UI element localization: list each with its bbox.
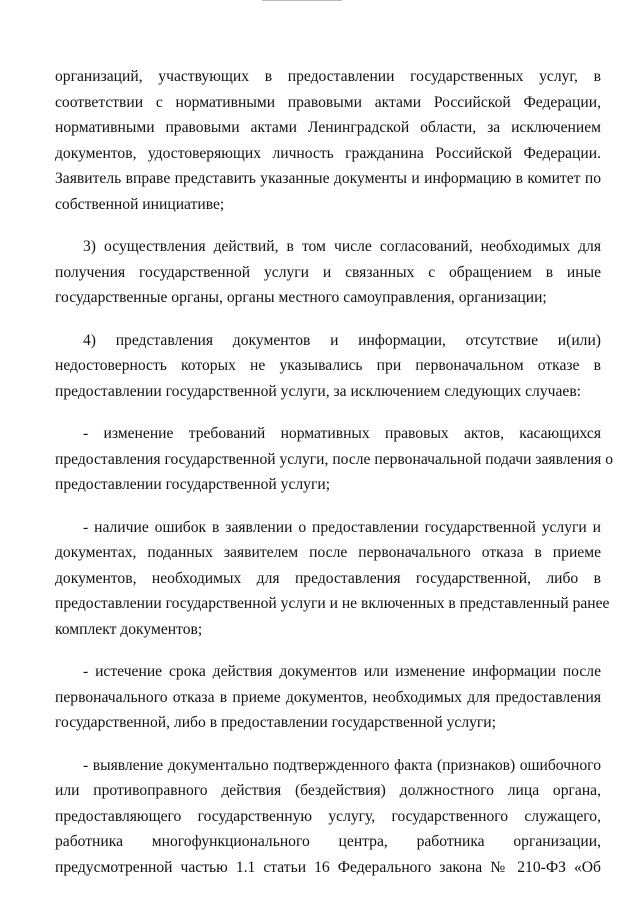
text-line: предоставлении государственной услуги, за исключением следующих случаев: <box>55 382 582 400</box>
text-line: первоначального отказа в приеме документов, необходимых для предоставления <box>55 688 601 706</box>
text-line: - истечение срока действия документов или изменение информации после <box>83 663 601 680</box>
text-line: работника многофункционального центра, работника организации, <box>55 833 601 850</box>
text-line: предусмотренной частью 1.1 статьи 16 Федерального закона № 210-ФЗ «Об <box>55 858 601 876</box>
text-line: нормативными правовыми актами Ленинградской области, за исключением <box>55 119 601 136</box>
page-header-cut <box>262 0 342 5</box>
text-line: организаций, участвующих в предоставлении государственных услуг, в <box>55 68 601 85</box>
text-line: комплект документов; <box>55 620 203 638</box>
paragraph <box>55 64 601 217</box>
text-line: государственные органы, органы местного самоуправления, организации; <box>55 289 547 306</box>
text-line: предоставления государственной услуги, после первоначальной подачи заявления о <box>55 450 613 468</box>
text-line: документов, необходимых для предоставления государственной, либо в <box>55 569 601 587</box>
text-line: предоставлении государственной услуги и не включенных в представленный ранее <box>55 595 610 612</box>
text-line: Заявитель вправе представить указанные документы и информацию в комитет по <box>55 170 601 187</box>
text-line: - изменение требований нормативных правовых актов, касающихся <box>83 425 601 442</box>
text-line: 3) осуществления действий, в том числе согласований, необходимых для <box>83 238 601 255</box>
text-line: предоставлении государственной услуги; <box>55 476 331 493</box>
paragraph <box>55 659 601 736</box>
text-line: - наличие ошибок в заявлении о предоставлении государственной услуги и <box>83 518 601 536</box>
text-line: документов, удостоверяющих личность гражданина Российской Федерации. <box>55 144 601 162</box>
document-body <box>55 64 613 897</box>
paragraph <box>55 328 601 405</box>
paragraph <box>55 234 601 311</box>
text-line: документах, поданных заявителем после первоначального отказа в приеме <box>55 544 601 561</box>
paragraph <box>55 753 601 881</box>
paragraph <box>55 515 610 643</box>
text-line: получения государственной услуги и связанных с обращением в иные <box>55 263 601 281</box>
text-line: или противоправного действия (бездействия) должностного лица органа, <box>55 782 601 799</box>
text-line: - выявление документально подтвержденного факта (признаков) ошибочного <box>83 756 601 774</box>
text-line: соответствии с нормативными правовыми актами Российской Федерации, <box>55 93 601 111</box>
text-line: недостоверность которых не указывались при первоначальном отказе в <box>55 357 601 374</box>
text-line: 4) представления документов и информации, отсутствие и(или) <box>83 331 601 349</box>
text-line: государственной, либо в предоставлении государственной услуги; <box>55 714 496 731</box>
paragraph <box>55 421 613 498</box>
text-line: предоставляющего государственную услугу, государственного служащего, <box>55 807 601 825</box>
text-line: собственной инициативе; <box>55 195 225 213</box>
